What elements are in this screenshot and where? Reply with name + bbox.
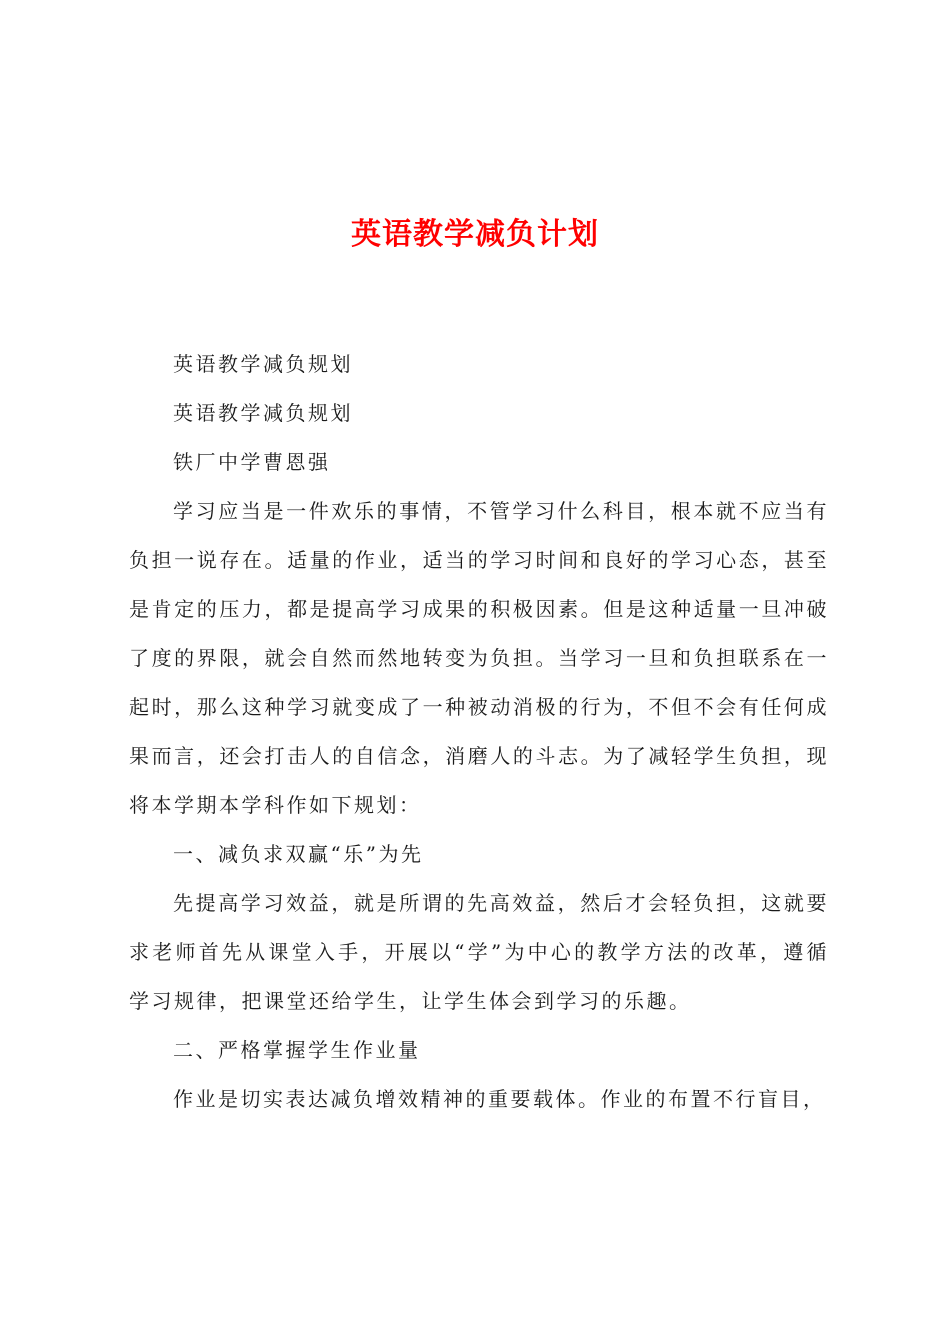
subtitle-paragraph: 英语教学减负规划	[173, 352, 353, 376]
document-title: 英语教学减负计划	[351, 217, 599, 252]
intro-paragraph: 学习应当是一件欢乐的事情，不管学习什么科目，根本就不应当有负担一说存在。适量的作业，适当的学习时间和良好的学习心态，甚至是肯定的压力，都是提高学习成果的积极因素。但是这种适量一旦冲破了度的界限，就会自然而然地转变为负担。当学习一旦和负担联系在一起时，那么这种学习就变成了一种被动消极的行为，不但不会有任何成果而言，还会打击人的自信念，消磨人的斗志。为了减轻学生负担，现将本学期本学科作如下规划：	[129, 499, 829, 817]
section-heading: 一、减负求双赢“乐”为先	[173, 842, 424, 866]
section-paragraph: 作业是切实表达减负增效精神的重要载体。作业的布置不行盲目，	[173, 1087, 826, 1111]
section-heading: 二、严格掌握学生作业量	[173, 1038, 421, 1062]
subtitle-paragraph: 英语教学减负规划	[173, 401, 353, 425]
author-line: 铁厂中学曹恩强	[173, 450, 331, 474]
document-body	[129, 340, 829, 1124]
section-paragraph: 先提高学习效益，就是所谓的先高效益，然后才会轻负担，这就要求老师首先从课堂入手，开展以“学”为中心的教学方法的改革，遵循学习规律，把课堂还给学生，让学生体会到学习的乐趣。	[129, 891, 829, 1013]
